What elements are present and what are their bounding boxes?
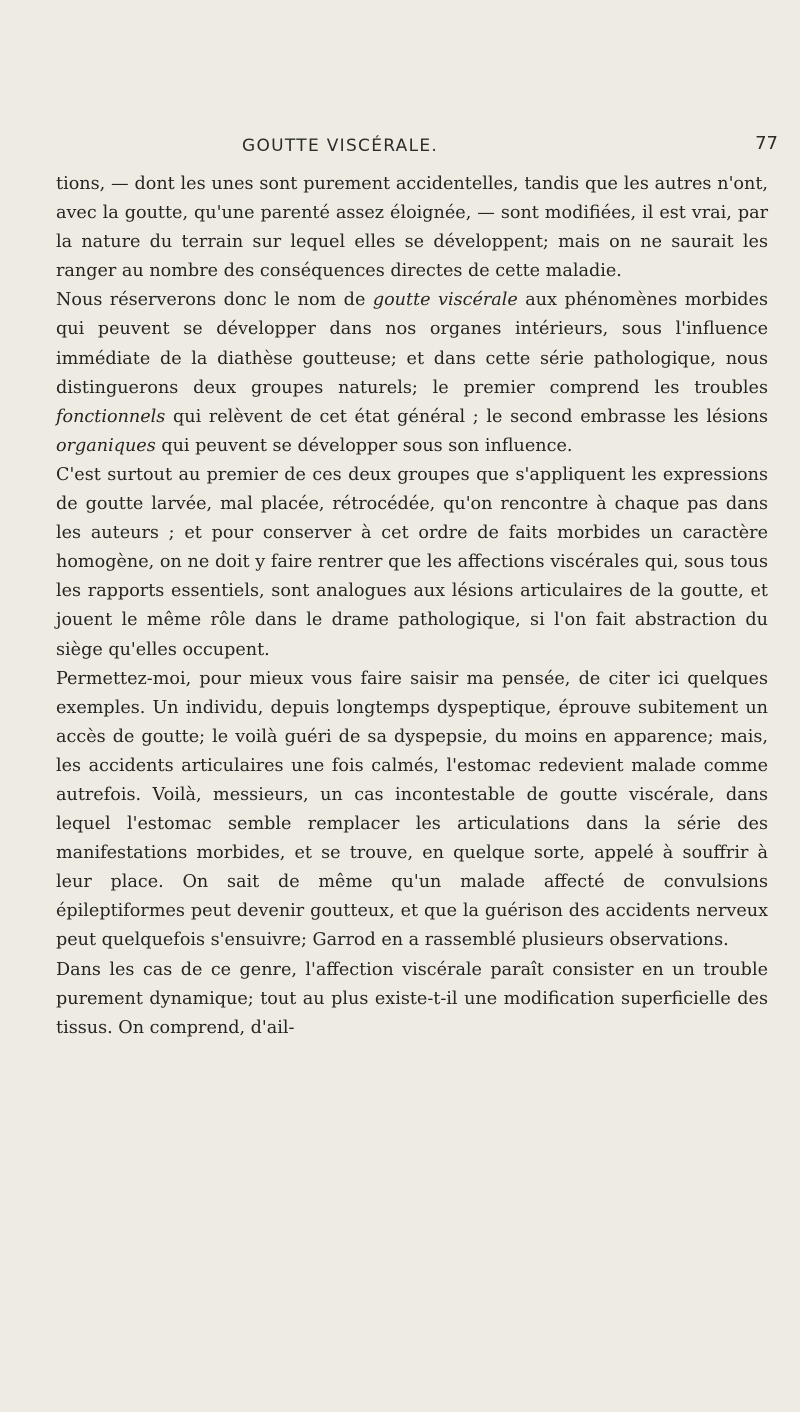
paragraph-4 bbox=[56, 665, 768, 956]
paragraph-1 bbox=[56, 170, 768, 286]
body-text bbox=[56, 170, 768, 1043]
paragraph-2-text-d: qui peuvent se développer sous son influence. bbox=[155, 435, 573, 456]
paragraph-5 bbox=[56, 956, 768, 1043]
paragraph-2-text-c: qui relèvent de cet état général ; le second embrasse les lésions bbox=[165, 406, 768, 427]
italic-term-fonctionnels: fonctionnels bbox=[56, 406, 166, 427]
paragraph-2 bbox=[56, 286, 768, 461]
paragraph-3 bbox=[56, 461, 768, 665]
page-number: 77 bbox=[755, 133, 778, 154]
paragraph-2-text-a: Nous réserverons donc le nom de bbox=[56, 290, 373, 311]
paragraph-5-text: Dans les cas de ce genre, l'affection viscérale paraît consister en un trouble purement dynamique; tout au plus existe-t-il une modification superficielle des tissus. On comprend, d'ail- bbox=[56, 959, 768, 1038]
paragraph-2-text-b: aux phénomènes morbides qui peuvent se développer dans nos organes intérieurs, sous l'influence immédiate de la diathèse goutteuse; et dans cette série pathologique, nous distinguerons deux groupes naturels; le premier comprend les troubles bbox=[56, 290, 768, 398]
page-header bbox=[242, 133, 778, 166]
italic-term-organiques: organiques bbox=[56, 435, 156, 456]
paragraph-1-text: tions, — dont les unes sont purement accidentelles, tandis que les autres n'ont, avec la goutte, qu'une parenté assez éloignée, — sont modifiées, il est vrai, par la nature du terrain sur lequel elles se développent; mais on ne saurait les ranger au nombre des conséquences directes de cette maladie. bbox=[56, 174, 768, 282]
italic-term-goutte-viscerale: goutte viscérale bbox=[372, 290, 518, 311]
paragraph-3-text: C'est surtout au premier de ces deux groupes que s'appliquent les expressions de goutte larvée, mal placée, rétrocédée, qu'on rencontre à chaque pas dans les auteurs ; et pour conserver à cet ordre de faits morbides un caractère homogène, on ne doit y faire rentrer que les affections viscérales qui, sous tous les rapports essentiels, sont analogues aux lésions articulaires de la goutte, et jouent le même rôle dans le drame pathologique, si l'on fait abstraction du siège qu'elles occupent. bbox=[56, 464, 768, 660]
paragraph-4-text: Permettez-moi, pour mieux vous faire saisir ma pensée, de citer ici quelques exemples. Un individu, depuis longtemps dyspeptique, éprouve subitement un accès de goutte; le voilà guéri de sa dyspepsie, du moins en apparence; mais, les accidents articulaires une fois calmés, l'estomac redevient malade comme autrefois. Voilà, messieurs, un cas incontestable de goutte viscérale, dans lequel l'estomac semble remplacer les articulations dans la série des manifestations morbides, et se trouve, en quelque sorte, appelé à souffrir à leur place. On sait de même qu'un malade affecté de convulsions épileptiformes peut devenir goutteux, et que la guérison des accidents nerveux peut quelquefois s'ensuivre; Garrod en a rassemblé plusieurs observations. bbox=[56, 668, 768, 951]
running-title: GOUTTE VISCÉRALE. bbox=[242, 136, 439, 156]
